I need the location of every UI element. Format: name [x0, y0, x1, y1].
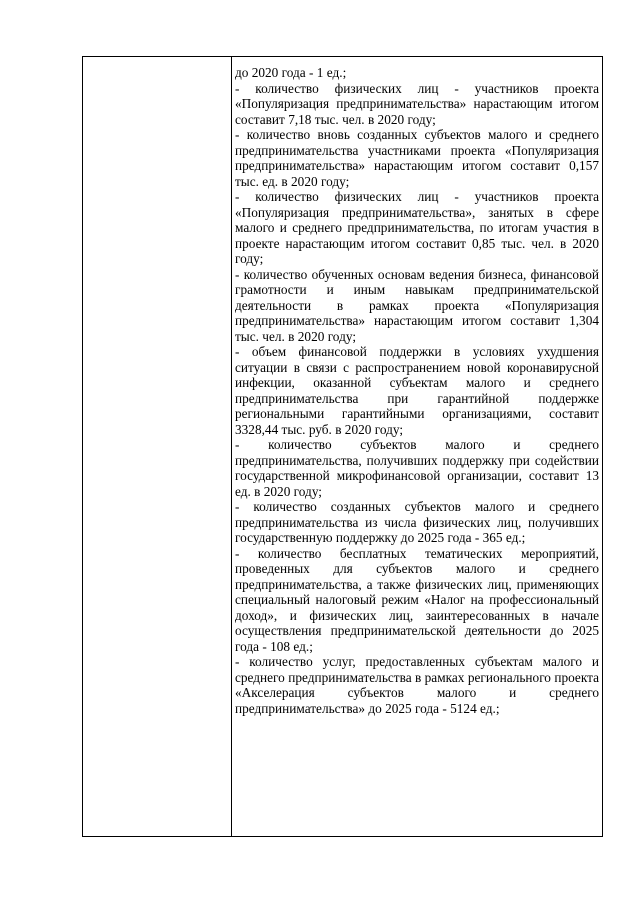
left-column-cell	[83, 57, 232, 836]
paragraph-8: - количество созданных субъектов малого и среднего предпринимательства из числа физических лиц, получивших государственную поддержку до 2025 года - 365 ед.;	[235, 499, 599, 545]
right-column-cell	[232, 57, 602, 836]
paragraph-10: - количество услуг, предоставленных субъектам малого и среднего предпринимательства в рамках регионального проекта «Акселерация субъектов малого и среднего предпринимательства» до 2025 года - 5124 ед.;	[235, 654, 599, 716]
paragraph-5: - количество обученных основам ведения бизнеса, финансовой грамотности и иным навыкам предпринимательской деятельности в рамках проекта «Популяризация предпринимательства» нарастающим итогом составит 1,304 тыс. чел. в 2020 году;	[235, 266, 599, 344]
paragraph-2: - количество физических лиц - участников проекта «Популяризация предпринимательства» нарастающим итогом составит 7,18 тыс. чел. в 2020 году;	[235, 80, 599, 127]
paragraph-9: - количество бесплатных тематических мероприятий, проведенных для субъектов малого и среднего предпринимательства, а также физических лиц, применяющих специальный налоговый режим «Налог на профессиональный доход», и физических лиц, заинтересованных в начале осуществления предпринимательской деятельности до 2025 года - 108 ед.;	[235, 545, 599, 654]
paragraph-4: - количество физических лиц - участников проекта «Популяризация предпринимательства», занятых в сфере малого и среднего предпринимательства, по итогам участия в проекте нарастающим итогом составит 0,85 тыс. чел. в 2020 году;	[235, 189, 599, 266]
paragraph-7: - количество субъектов малого и среднего предпринимательства, получивших поддержку при содействии государственной микрофинансовой организации, составит 13 ед. в 2020 году;	[235, 437, 599, 499]
paragraph-6: - объем финансовой поддержки в условиях ухудшения ситуации в связи с распространением новой коронавирусной инфекции, оказанной субъектам малого и среднего предпринимательства при гарантийной поддержке региональными гарантийными организациями, составит 3328,44 тыс. руб. в 2020 году;	[235, 344, 599, 437]
paragraph-3: - количество вновь созданных субъектов малого и среднего предпринимательства участниками проекта «Популяризация предпринимательства» нарастающим итогом составит 0,157 тыс. ед. в 2020 году;	[235, 127, 599, 189]
paragraph-1: до 2020 года - 1 ед.;	[235, 65, 347, 80]
document-table	[82, 56, 603, 837]
